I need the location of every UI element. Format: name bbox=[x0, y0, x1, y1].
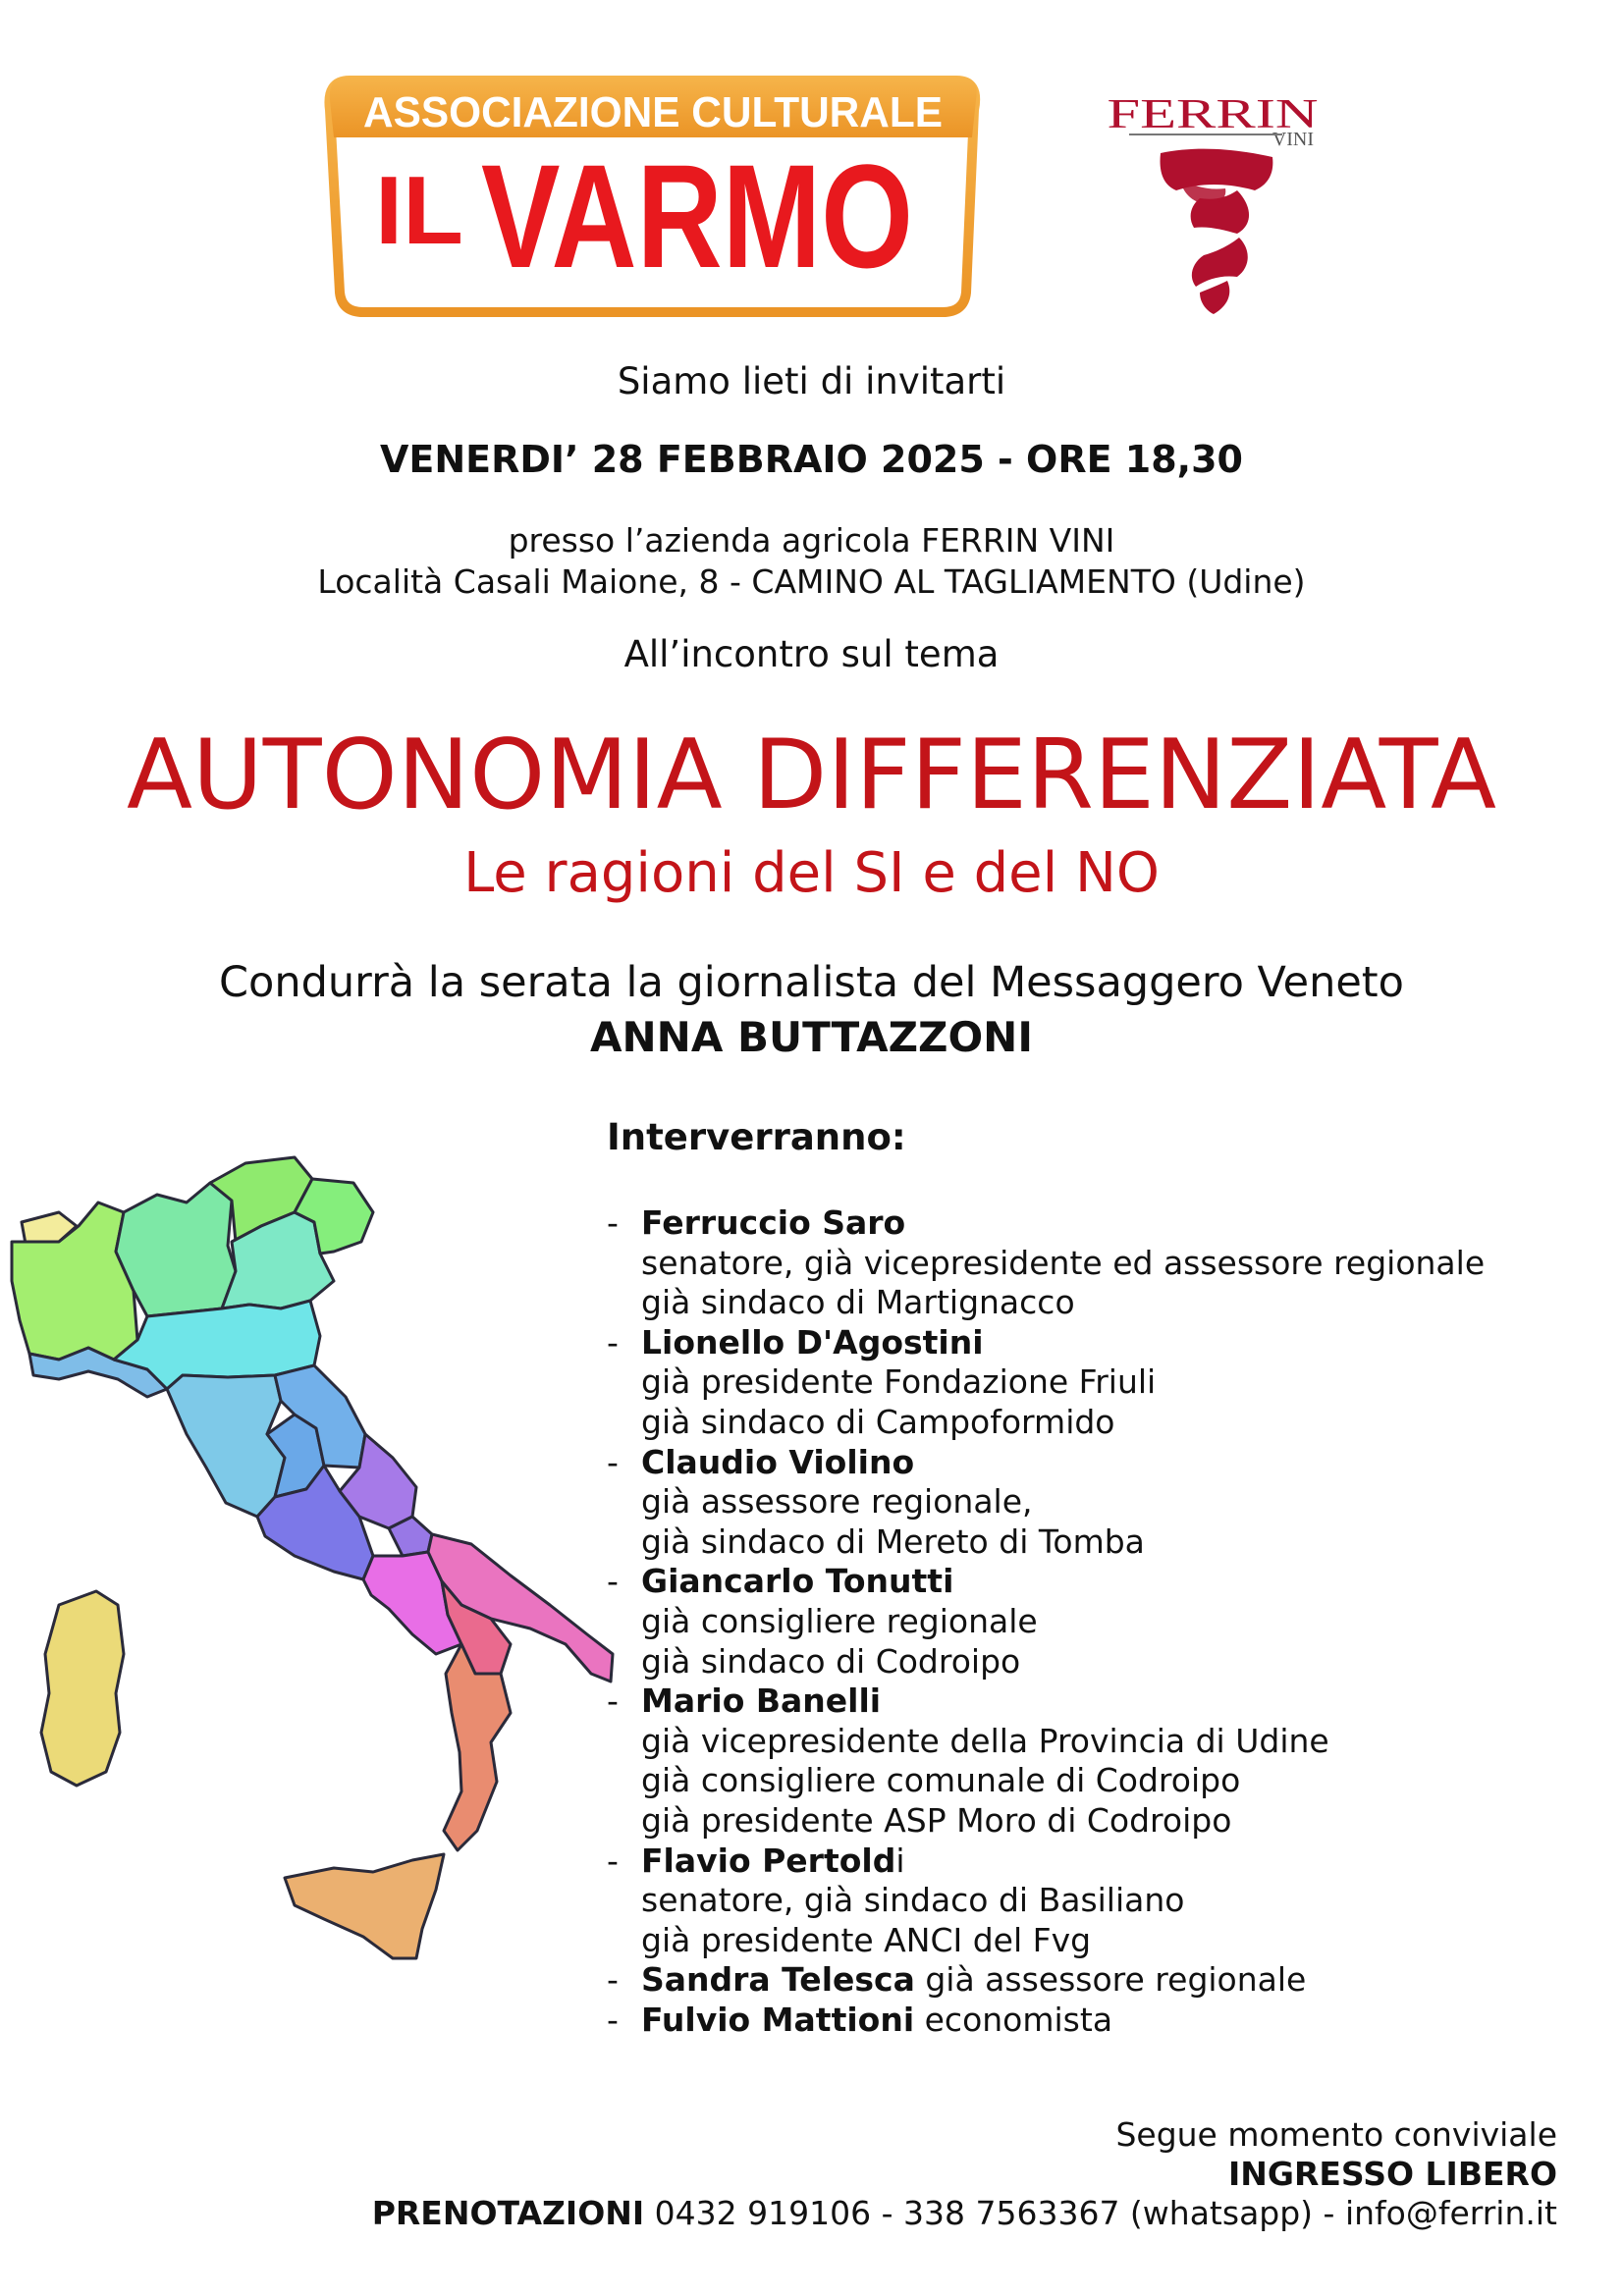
speaker-name: Lionello D'Agostini bbox=[641, 1322, 984, 1362]
speaker-item bbox=[607, 1323, 1490, 1443]
speaker-bullet: - bbox=[607, 1841, 619, 1880]
il-varmo-logo bbox=[324, 71, 982, 318]
speaker-header bbox=[607, 1323, 1490, 1363]
speaker-role-line: già sindaco di Codroipo bbox=[641, 1641, 1021, 1681]
speaker-item bbox=[607, 1203, 1490, 1323]
map-region-calabria bbox=[444, 1644, 511, 1850]
speaker-role-line: senatore, già sindaco di Basiliano bbox=[641, 1881, 1185, 1920]
speaker-role-line: già sindaco di Campoformido bbox=[641, 1402, 1115, 1441]
footer-note: Segue momento conviviale bbox=[1115, 2115, 1557, 2154]
speaker-name: Fulvio Mattioni bbox=[641, 2000, 915, 2039]
speaker-name: Ferruccio Saro bbox=[641, 1203, 906, 1242]
map-region-sardegna bbox=[41, 1591, 124, 1786]
speaker-role-inline: economista bbox=[914, 2000, 1113, 2039]
speaker-bullet: - bbox=[607, 1562, 619, 1601]
speakers-list bbox=[607, 1203, 1490, 2040]
speaker-bullet: - bbox=[607, 1960, 619, 2000]
speaker-role-line: già presidente ANCI del Fvg bbox=[641, 1920, 1092, 1959]
speaker-name-suffix: i bbox=[895, 1841, 905, 1880]
event-date-time: VENERDI’ 28 FEBBRAIO 2025 - ORE 18,30 bbox=[380, 438, 1243, 481]
venue-line-2: Località Casali Maione, 8 - CAMINO AL TAGLIAMENTO (Udine) bbox=[317, 562, 1306, 601]
host-name: ANNA BUTTAZZONI bbox=[590, 1013, 1033, 1061]
speaker-header bbox=[607, 1842, 1490, 1882]
speaker-item bbox=[607, 2001, 1490, 2041]
speaker-role-line: già sindaco di Mereto di Tomba bbox=[641, 1522, 1145, 1561]
speaker-bullet: - bbox=[607, 1442, 619, 1481]
speaker-header bbox=[607, 2001, 1490, 2041]
footer-entry: INGRESSO LIBERO bbox=[1228, 2155, 1557, 2193]
speaker-role-line: già assessore regionale, bbox=[641, 1482, 1033, 1522]
speaker-header bbox=[607, 1960, 1490, 2001]
ferrin-sub: VINI bbox=[1271, 129, 1314, 150]
speaker-role-line: già consigliere regionale bbox=[641, 1601, 1038, 1640]
speaker-role-line: già presidente ASP Moro di Codroipo bbox=[641, 1800, 1232, 1840]
host-intro: Condurrà la serata la giornalista del Messaggero Veneto bbox=[219, 958, 1404, 1007]
topic-subtitle: Le ragioni del SI e del NO bbox=[463, 841, 1160, 905]
invitation-intro: Siamo lieti di invitarti bbox=[617, 360, 1006, 402]
speaker-item bbox=[607, 1443, 1490, 1563]
speaker-header bbox=[607, 1562, 1490, 1602]
speaker-role-inline: già assessore regionale bbox=[914, 1960, 1307, 2000]
speaker-name: Claudio Violino bbox=[641, 1442, 915, 1481]
italy-regions-map bbox=[0, 1144, 648, 2017]
event-venue bbox=[0, 520, 1623, 603]
ferrin-ribbon-icon bbox=[1161, 149, 1273, 314]
ferrin-vini-logo bbox=[1090, 88, 1335, 319]
speaker-item bbox=[607, 1682, 1490, 1841]
speaker-name: Giancarlo Tonutti bbox=[641, 1562, 954, 1601]
association-name: VARMO bbox=[481, 133, 913, 298]
speaker-role-line: già presidente Fondazione Friuli bbox=[641, 1362, 1157, 1402]
speaker-bullet: - bbox=[607, 1682, 619, 1721]
speaker-role-line: senatore, già vicepresidente ed assessore regionale bbox=[641, 1243, 1486, 1282]
speaker-name: Flavio Pertold bbox=[641, 1841, 896, 1880]
venue-line-1: presso l’azienda agricola FERRIN VINI bbox=[508, 521, 1115, 560]
topic-title: AUTONOMIA DIFFERENZIATA bbox=[127, 720, 1496, 831]
speaker-header bbox=[607, 1203, 1490, 1244]
speaker-item bbox=[607, 1842, 1490, 1961]
speakers-heading: Interverranno: bbox=[607, 1116, 906, 1158]
speaker-item bbox=[607, 1960, 1490, 2001]
speaker-name: Sandra Telesca bbox=[641, 1960, 915, 2000]
speaker-name: Mario Banelli bbox=[641, 1682, 882, 1721]
map-region-sicilia bbox=[285, 1854, 444, 1958]
association-top-line: ASSOCIAZIONE CULTURALE bbox=[363, 88, 943, 136]
booking-contacts: 0432 919106 - 338 7563367 (whatsapp) - info@ferrin.it bbox=[644, 2194, 1557, 2232]
ferrin-wordmark: FERRIN bbox=[1107, 92, 1319, 137]
speaker-bullet: - bbox=[607, 1322, 619, 1362]
speaker-role-line: già sindaco di Martignacco bbox=[641, 1283, 1075, 1322]
speaker-role-line: già vicepresidente della Provincia di Udine bbox=[641, 1721, 1329, 1760]
theme-intro: All’incontro sul tema bbox=[623, 633, 1000, 675]
speaker-bullet: - bbox=[607, 1203, 619, 1242]
speaker-bullet: - bbox=[607, 2000, 619, 2039]
speaker-item bbox=[607, 1562, 1490, 1682]
association-il: IL bbox=[375, 156, 463, 264]
footer-booking bbox=[372, 2194, 1557, 2232]
speaker-header bbox=[607, 1682, 1490, 1722]
booking-label: PRENOTAZIONI bbox=[371, 2194, 645, 2232]
map-region-toscana bbox=[167, 1375, 285, 1517]
speaker-header bbox=[607, 1443, 1490, 1483]
speaker-role-line: già consigliere comunale di Codroipo bbox=[641, 1761, 1241, 1800]
